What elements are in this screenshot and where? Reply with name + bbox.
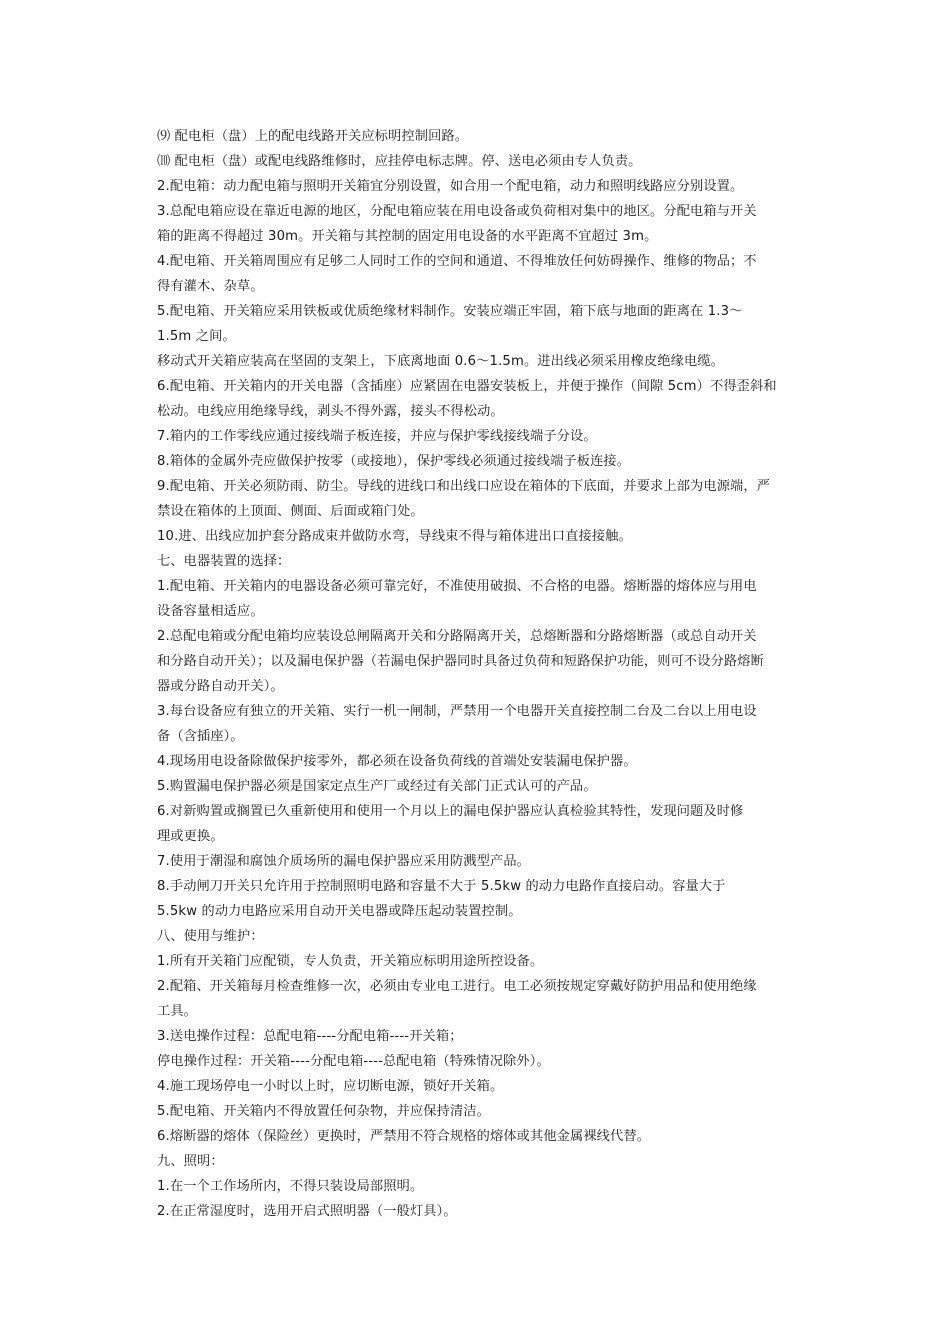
text-line: 停电操作过程：开关箱----分配电箱----总配电箱（特殊情况除外）。 — [157, 1054, 550, 1069]
text-line: 3.每台设备应有独立的开关箱、实行一机一闸制，严禁用一个电器开关直接控制二台及二台以上用电设 — [157, 704, 757, 719]
text-line: 5.配电箱、开关箱内不得放置任何杂物，并应保持清洁。 — [157, 1104, 490, 1119]
text-line: 5.配电箱、开关箱应采用铁板或优质绝缘材料制作。安装应端正牢固，箱下底与地面的距离在 1.3～ — [157, 304, 743, 319]
text-line: 7.使用于潮湿和腐蚀介质场所的漏电保护器应采用防溅型产品。 — [157, 854, 530, 869]
text-line: 设备容量相适应。 — [157, 604, 264, 619]
text-line: 4.配电箱、开关箱周围应有足够二人同时工作的空间和通道、不得堆放任何妨碍操作、维修的物品；不 — [157, 254, 757, 269]
text-line: 得有灌木、杂草。 — [157, 279, 264, 294]
text-line: 2.在正常湿度时，选用开启式照明器（一般灯具）。 — [157, 1204, 457, 1219]
text-line: 箱的距离不得超过 30m。开关箱与其控制的固定用电设备的水平距离不宜超过 3m。 — [157, 229, 658, 244]
text-line: 和分路自动开关）；以及漏电保护器（若漏电保护器同时具备过负荷和短路保护功能，则可不设分路熔断 — [157, 654, 764, 669]
text-line: 禁设在箱体的上顶面、侧面、后面或箱门处。 — [157, 504, 424, 519]
text-line: 8.手动闸刀开关只允许用于控制照明电路和容量不大于 5.5kw 的动力电路作直接启动。容量大于 — [157, 879, 726, 894]
text-line: 4.施工现场停电一小时以上时，应切断电源，锁好开关箱。 — [157, 1079, 504, 1094]
text-line: 理或更换。 — [157, 829, 224, 844]
text-line: 移动式开关箱应装高在坚固的支架上，下底离地面 0.6～1.5m。进出线必须采用橡皮绝缘电缆。 — [157, 354, 725, 369]
text-line: 6.熔断器的熔体（保险丝）更换时，严禁用不符合规格的熔体或其他金属裸线代替。 — [157, 1129, 651, 1144]
text-line: 3.送电操作过程：总配电箱----分配电箱----开关箱； — [157, 1029, 463, 1044]
text-line: 松动。电线应用绝缘导线，剥头不得外露，接头不得松动。 — [157, 404, 504, 419]
text-line: 2.配电箱：动力配电箱与照明开关箱宜分别设置，如合用一个配电箱，动力和照明线路应分别设置。 — [157, 179, 744, 194]
text-line: 5.5kw 的动力电路应采用自动开关电器或降压起动装置控制。 — [157, 904, 522, 919]
text-line: ⑽ 配电柜（盘）或配电线路维修时，应挂停电标志牌。停、送电必须由专人负责。 — [157, 154, 642, 169]
text-line: ⑼ 配电柜（盘）上的配电线路开关应标明控制回路。 — [157, 129, 469, 144]
text-line: 1.配电箱、开关箱内的电器设备必须可靠完好，不准使用破损、不合格的电器。熔断器的熔体应与用电 — [157, 579, 757, 594]
document-body — [157, 124, 797, 1224]
text-line: 6.对新购置或搁置已久重新使用和使用一个月以上的漏电保护器应认真检验其特性，发现问题及时修 — [157, 804, 744, 819]
text-line: 2.配箱、开关箱每月检查维修一次，必须由专业电工进行。电工必须按规定穿戴好防护用品和使用绝缘 — [157, 979, 757, 994]
text-line: 3.总配电箱应设在靠近电源的地区，分配电箱应装在用电设备或负荷相对集中的地区。分配电箱与开关 — [157, 204, 757, 219]
text-line: 备（含插座）。 — [157, 729, 244, 744]
text-line: 8.箱体的金属外壳应做保护按零（或接地），保护零线必须通过接线端子板连接。 — [157, 454, 631, 469]
text-line: 1.5m 之间。 — [157, 329, 236, 344]
text-line: 6.配电箱、开关箱内的开关电器（含插座）应紧固在电器安装板上，并便于操作（间隙 5cm）不得歪斜和 — [157, 379, 777, 394]
section-heading: 九、照明： — [157, 1154, 224, 1169]
text-line: 5.购置漏电保护器必须是国家定点生产厂或经过有关部门正式认可的产品。 — [157, 779, 597, 794]
text-line: 10.进、出线应加护套分路成束并做防水弯，导线束不得与箱体进出口直接接触。 — [157, 529, 632, 544]
text-line: 4.现场用电设备除做保护接零外，都必须在设备负荷线的首端处安装漏电保护器。 — [157, 754, 637, 769]
text-line: 9.配电箱、开关必须防雨、防尘。导线的进线口和出线口应设在箱体的下底面，并要求上部为电源端，严 — [157, 479, 771, 494]
text-line: 7.箱内的工作零线应通过接线端子板连接，并应与保护零线接线端子分设。 — [157, 429, 597, 444]
section-heading: 八、使用与维护： — [157, 929, 264, 944]
text-line: 1.所有开关箱门应配锁，专人负责，开关箱应标明用途所控设备。 — [157, 954, 544, 969]
text-line: 2.总配电箱或分配电箱均应装设总闸隔离开关和分路隔离开关，总熔断器和分路熔断器（或总自动开关 — [157, 629, 757, 644]
section-heading: 七、电器装置的选择： — [157, 554, 291, 569]
text-line: 工具。 — [157, 1004, 198, 1019]
text-line: 1.在一个工作场所内，不得只装设局部照明。 — [157, 1179, 424, 1194]
text-line: 器或分路自动开关）。 — [157, 679, 284, 694]
